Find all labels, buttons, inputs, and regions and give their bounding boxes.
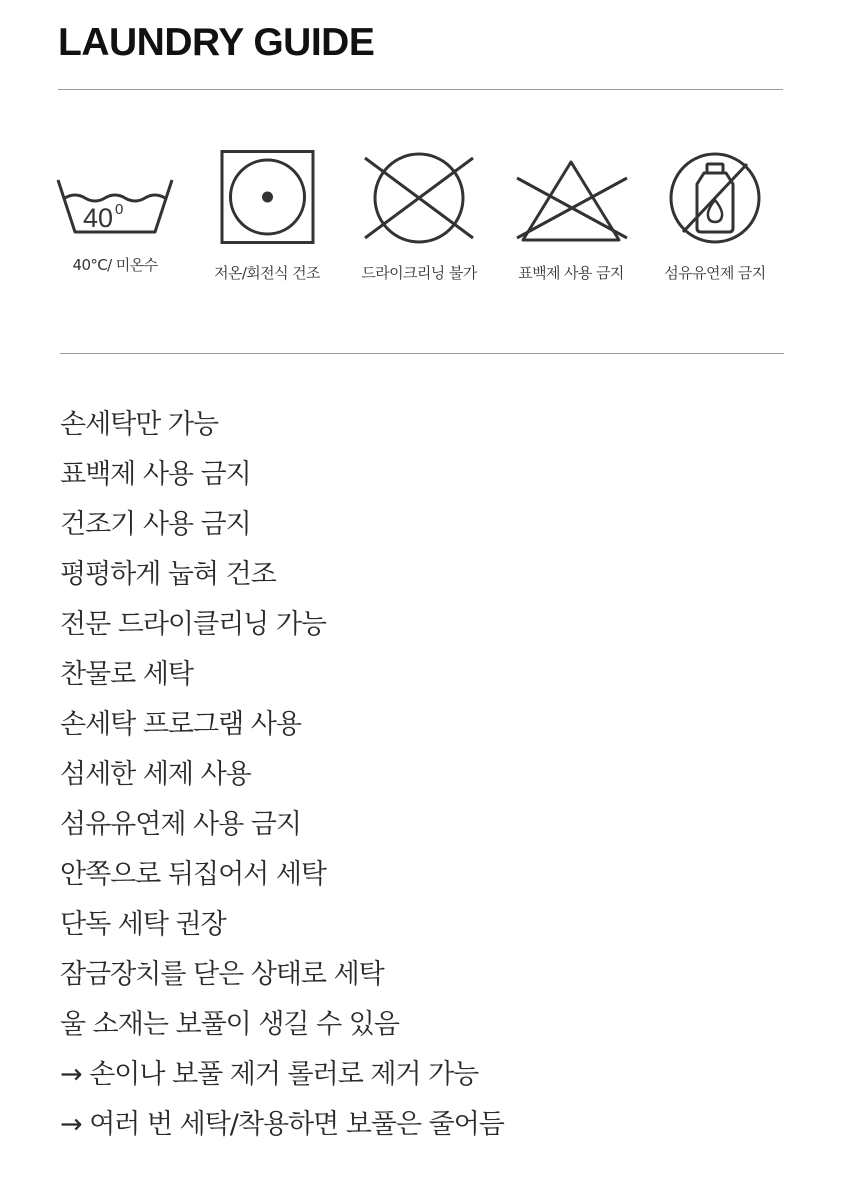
wash-temperature-degree: 0 — [115, 201, 124, 218]
instruction-item: 섬유유연제 사용 금지 — [60, 809, 301, 840]
instruction-item: → 여러 번 세탁/착용하면 보풀은 줄어듬 — [60, 1109, 504, 1140]
care-symbol-label: 섬유유연제 금지 — [664, 264, 766, 282]
wash-temperature-number: 40 — [82, 203, 113, 233]
instruction-item: 전문 드라이클리닝 가능 — [60, 609, 326, 640]
do-not-bleach-icon — [509, 150, 633, 244]
instruction-item: 평평하게 눕혀 건조 — [60, 559, 276, 590]
instruction-item: 찬물로 세탁 — [60, 659, 193, 690]
care-symbol-wash-40 — [40, 150, 190, 275]
care-symbol-tumble-dry — [192, 150, 342, 283]
top-divider — [58, 89, 783, 90]
care-symbols-row — [40, 150, 800, 310]
care-symbol-no-softener — [640, 150, 790, 283]
instruction-item: 표백제 사용 금지 — [60, 459, 251, 490]
care-symbol-label: 드라이크리닝 불가 — [361, 264, 477, 282]
care-symbol-label: 40°C/ 미온수 — [72, 256, 158, 274]
instruction-item: 건조기 사용 금지 — [60, 509, 251, 540]
instruction-item: 손세탁 프로그램 사용 — [60, 709, 301, 740]
care-symbol-no-dry-clean — [344, 150, 494, 283]
instruction-item: 손세탁만 가능 — [60, 409, 219, 440]
care-symbol-no-bleach — [496, 150, 646, 283]
care-symbol-label: 표백제 사용 금지 — [518, 264, 624, 282]
instruction-item: 안쪽으로 뒤집어서 세탁 — [60, 859, 326, 890]
no-fabric-softener-icon — [653, 150, 777, 244]
instruction-item: 섬세한 세제 사용 — [60, 759, 251, 790]
care-symbol-label: 저온/회전식 건조 — [214, 264, 320, 282]
page-title: LAUNDRY GUIDE — [58, 21, 375, 64]
instruction-item: 잠금장치를 닫은 상태로 세탁 — [60, 959, 384, 990]
instruction-item: → 손이나 보풀 제거 롤러로 제거 가능 — [60, 1059, 479, 1090]
do-not-dry-clean-icon — [357, 150, 481, 244]
tumble-dry-low-icon — [205, 150, 329, 244]
instruction-item: 단독 세탁 권장 — [60, 909, 226, 940]
instruction-item: 울 소재는 보풀이 생길 수 있음 — [60, 1009, 399, 1040]
middle-divider — [60, 353, 784, 354]
wash-tub-40-icon — [53, 150, 177, 236]
care-instructions-list — [60, 400, 504, 1150]
